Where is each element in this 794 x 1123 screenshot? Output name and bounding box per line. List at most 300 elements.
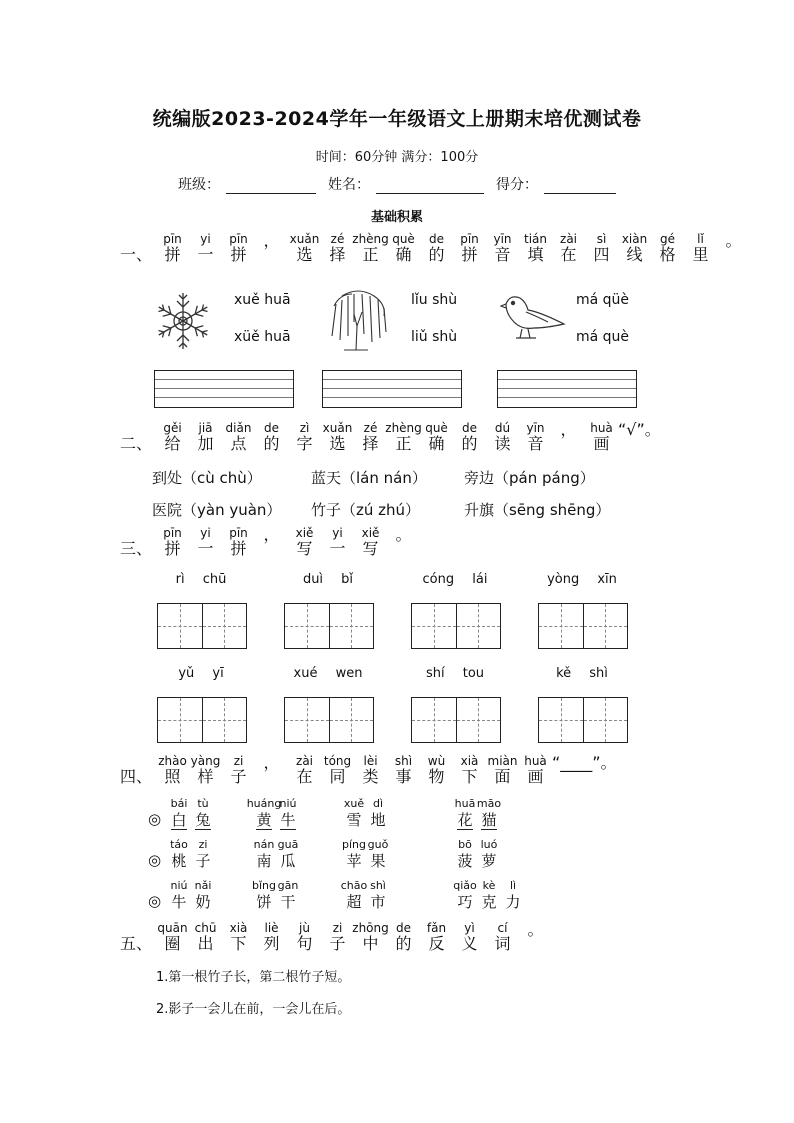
ruby-char: [453, 838, 477, 870]
grid-pinyin: yǔ yī: [178, 666, 224, 681]
hanzi: 选: [296, 245, 313, 264]
willow-tree-icon: [322, 286, 394, 352]
pinyin: cí: [497, 921, 508, 935]
hanzi: 一: [197, 539, 214, 558]
hanzi: 面: [494, 767, 511, 786]
pinyin: de: [396, 921, 412, 935]
hanzi: 在: [560, 245, 577, 264]
name-blank[interactable]: [376, 178, 484, 194]
ruby-char: [288, 921, 321, 953]
hanzi: 确: [428, 434, 445, 453]
pinyin: guā: [277, 838, 299, 851]
pinyin: pīn: [460, 232, 479, 246]
ruby-char: [618, 232, 651, 264]
ruby-char: [191, 879, 215, 911]
ruby-char: [366, 797, 390, 829]
pinyin: quān: [157, 921, 188, 935]
ruby-char: [552, 232, 585, 264]
pinyin-option: lǐu shù: [411, 292, 458, 308]
word[interactable]: [342, 797, 390, 829]
ruby-char: [354, 754, 387, 786]
four-line-answer-box[interactable]: [322, 370, 462, 408]
ruby-char: [321, 921, 354, 953]
pinyin: luó: [480, 838, 498, 851]
hanzi: 在: [296, 767, 313, 786]
hanzi: 奶: [195, 893, 211, 911]
grid-pinyin: rì chū: [175, 572, 227, 587]
pinyin: xià: [460, 754, 479, 768]
grid-pinyin: kě shì: [556, 666, 608, 681]
pinyin: zi: [198, 838, 208, 851]
ruby-char: [276, 879, 300, 911]
hanzi: 拼: [164, 539, 181, 558]
ruby-char: [354, 921, 387, 953]
hanzi: 类: [362, 767, 379, 786]
ruby-char: [321, 421, 354, 453]
pinyin-option: xuě huā: [234, 292, 291, 308]
ruby-char: [453, 879, 477, 911]
hanzi: 反: [428, 934, 445, 953]
student-info: [178, 174, 616, 194]
question-number: 一、: [120, 245, 153, 264]
pinyin: shì: [394, 754, 413, 768]
pinyin: huáng: [246, 797, 282, 810]
ruby-char: [453, 754, 486, 786]
ruby-char: [366, 838, 390, 870]
tian-zi-grid[interactable]: [411, 603, 501, 649]
pinyin: gān: [277, 879, 299, 892]
four-line-answer-box[interactable]: [154, 370, 294, 408]
ruby-char: [321, 526, 354, 558]
pinyin: dì: [372, 797, 384, 810]
ruby-char: [276, 838, 300, 870]
hanzi: 南: [256, 852, 272, 870]
ruby-char: [255, 421, 288, 453]
question-number: 二、: [120, 434, 153, 453]
word-choice[interactable]: 到处（cù chù）: [152, 469, 262, 487]
pinyin: què: [425, 421, 448, 435]
pinyin: bái: [170, 797, 188, 810]
pinyin: yi: [200, 232, 211, 246]
tian-zi-grid[interactable]: [284, 603, 374, 649]
grid-pinyin: xué wen: [293, 666, 363, 681]
ruby-char: [255, 921, 288, 953]
pinyin-option: liǔ shù: [411, 329, 458, 345]
ruby-char: [255, 232, 288, 264]
hanzi: 画: [593, 434, 610, 453]
ruby-char: [453, 921, 486, 953]
pinyin: lèi: [363, 754, 378, 768]
pinyin: xiàn: [621, 232, 648, 246]
word[interactable]: [342, 879, 390, 911]
hanzi: 同: [329, 767, 346, 786]
tian-zi-grid[interactable]: [538, 697, 628, 743]
hanzi: 苹: [346, 852, 362, 870]
word[interactable]: [453, 838, 501, 870]
bullet-icon: ◎: [148, 892, 162, 910]
pinyin: què: [392, 232, 415, 246]
pinyin: nán: [253, 838, 275, 851]
pinyin: kè: [482, 879, 496, 892]
hanzi: 。: [725, 231, 742, 250]
word-choice[interactable]: 蓝天（lán nán）: [311, 469, 427, 487]
hanzi: 下: [461, 767, 478, 786]
ruby-char: [519, 232, 552, 264]
hanzi: 猫: [481, 811, 497, 829]
pinyin: jiā: [198, 421, 213, 435]
pinyin-instruction: [156, 921, 552, 953]
hanzi: 的: [395, 934, 412, 953]
ruby-char: [519, 754, 552, 786]
hanzi: 瓜: [280, 852, 296, 870]
class-label: 班级：: [178, 177, 220, 193]
hanzi: 花: [457, 811, 473, 829]
question-number: 四、: [120, 767, 153, 786]
pinyin: zì: [299, 421, 310, 435]
hanzi: 照: [164, 767, 181, 786]
pinyin: de: [264, 421, 280, 435]
four-line-answer-box[interactable]: [497, 370, 637, 408]
ruby-char: [477, 838, 501, 870]
hanzi: 牛: [171, 893, 187, 911]
hanzi: 写: [296, 539, 313, 558]
grid-pinyin: duì bǐ: [302, 572, 354, 587]
hanzi: 黄: [256, 811, 272, 829]
ruby-char: [519, 421, 552, 453]
ruby-char: [387, 526, 420, 558]
ruby-char: [519, 921, 552, 953]
tian-zi-grid[interactable]: [157, 697, 247, 743]
hanzi: 中: [362, 934, 379, 953]
pinyin: dú: [494, 421, 511, 435]
pinyin: miàn: [487, 754, 518, 768]
hanzi: 超: [346, 893, 362, 911]
pinyin: bō: [458, 838, 472, 851]
hanzi: 的: [428, 245, 445, 264]
pinyin: xiě: [295, 526, 314, 540]
ruby-char: [288, 754, 321, 786]
ruby-char: [156, 754, 189, 786]
pinyin: tián: [524, 232, 548, 246]
hanzi: 读: [494, 434, 511, 453]
pinyin: huà: [590, 421, 613, 435]
ruby-char: [486, 921, 519, 953]
word[interactable]: [167, 838, 215, 870]
pinyin: zi: [332, 921, 343, 935]
ruby-char: [288, 421, 321, 453]
snowflake-icon: [152, 290, 214, 352]
ruby-char: [222, 421, 255, 453]
pinyin: xià: [229, 921, 248, 935]
sentence-2[interactable]: 2.影子一会儿在前，一会儿在后。: [156, 1002, 351, 1017]
pinyin: zhōng: [352, 921, 389, 935]
pinyin-instruction: [156, 754, 617, 786]
hanzi: 线: [626, 245, 643, 264]
pinyin: píng: [342, 838, 366, 851]
hanzi: 子: [329, 934, 346, 953]
word[interactable]: [167, 797, 215, 830]
question-number: 五、: [120, 934, 153, 953]
ruby-char: [387, 921, 420, 953]
exam-time-score: 时间：60分钟 满分：100分: [315, 150, 479, 165]
ruby-char: [684, 232, 717, 264]
bullet-icon: ◎: [148, 810, 162, 828]
sparrow-icon: [500, 292, 566, 344]
hanzi: 市: [370, 893, 386, 911]
pinyin: xuǎn: [322, 421, 353, 435]
hanzi: 样: [197, 767, 214, 786]
ruby-char: [477, 797, 501, 830]
pinyin: gěi: [163, 421, 182, 435]
score-label: 得分：: [496, 177, 538, 193]
question-number: 三、: [120, 539, 153, 558]
hanzi: 加: [197, 434, 214, 453]
ruby-char: [366, 879, 390, 911]
hanzi: 择: [362, 434, 379, 453]
pinyin: chāo: [340, 879, 368, 892]
ruby-char: [342, 838, 366, 870]
grid-pinyin: yòng xīn: [547, 572, 617, 587]
hanzi: 子: [230, 767, 247, 786]
ruby-char: [167, 879, 191, 911]
hanzi: ，: [263, 525, 280, 544]
hanzi: 的: [263, 434, 280, 453]
pinyin: fǎn: [426, 921, 447, 935]
pinyin: zé: [363, 421, 378, 435]
hanzi: 正: [395, 434, 412, 453]
hanzi: 拼: [230, 539, 247, 558]
tian-zi-grid[interactable]: [157, 603, 247, 649]
ruby-char: [276, 797, 300, 830]
hanzi: 牛: [280, 811, 296, 829]
section-heading: 基础积累: [370, 210, 423, 225]
pinyin: zhèng: [352, 232, 389, 246]
ruby-char: [288, 526, 321, 558]
ruby-char: [222, 754, 255, 786]
hanzi: 地: [370, 811, 386, 829]
hanzi: 果: [370, 852, 386, 870]
word[interactable]: [246, 797, 300, 830]
pinyin: gé: [660, 232, 676, 246]
hanzi: 给: [164, 434, 181, 453]
ruby-char: [255, 526, 288, 558]
ruby-char: [222, 921, 255, 953]
question-4-heading: [120, 754, 617, 786]
hanzi: ，: [263, 753, 280, 772]
ruby-char: [585, 232, 618, 264]
pinyin: zi: [233, 754, 244, 768]
hanzi: 萝: [481, 852, 497, 870]
pinyin: diǎn: [225, 421, 252, 435]
ruby-char: [453, 797, 477, 830]
pinyin: niú: [279, 797, 297, 810]
pinyin: shì: [370, 879, 386, 892]
ruby-char: [486, 754, 519, 786]
pinyin: zé: [330, 232, 345, 246]
ruby-char: [420, 232, 453, 264]
hanzi: 列: [263, 934, 280, 953]
pinyin: bǐng: [252, 879, 276, 892]
ruby-char: [477, 879, 501, 911]
hanzi: 义: [461, 934, 478, 953]
hanzi: 句: [296, 934, 313, 953]
hanzi: 音: [527, 434, 544, 453]
hanzi: 。: [395, 525, 412, 544]
word-choice[interactable]: 医院（yàn yuàn）: [152, 501, 282, 519]
hanzi: 音: [494, 245, 511, 264]
hanzi: “√”。: [618, 420, 661, 439]
ruby-char: [552, 754, 617, 786]
pinyin: pīn: [163, 232, 182, 246]
pinyin: yīn: [526, 421, 545, 435]
hanzi: 四: [593, 245, 610, 264]
pinyin: pīn: [229, 232, 248, 246]
pinyin: jù: [299, 921, 310, 935]
hanzi: 菠: [457, 852, 473, 870]
pinyin: yàng: [190, 754, 221, 768]
word-choice[interactable]: 升旗（sēng shēng）: [464, 501, 611, 519]
ruby-char: [342, 879, 366, 911]
pinyin: zài: [296, 754, 314, 768]
pinyin: xuě: [343, 797, 365, 810]
hanzi: 力: [505, 893, 521, 911]
hanzi: 里: [692, 245, 709, 264]
pinyin: guǒ: [367, 838, 389, 851]
ruby-char: [453, 232, 486, 264]
class-blank[interactable]: [226, 178, 316, 194]
word[interactable]: [342, 838, 390, 870]
hanzi: ，: [263, 231, 280, 250]
hanzi: 点: [230, 434, 247, 453]
pinyin: de: [429, 232, 445, 246]
ruby-char: [420, 921, 453, 953]
ruby-char: [189, 421, 222, 453]
hanzi: ，: [560, 420, 577, 439]
pinyin: xiě: [361, 526, 380, 540]
ruby-char: [501, 879, 525, 911]
ruby-char: [189, 232, 222, 264]
name-label: 姓名：: [328, 177, 370, 193]
ruby-char: [222, 232, 255, 264]
tian-zi-grid[interactable]: [538, 603, 628, 649]
word[interactable]: [453, 797, 501, 830]
hanzi: 。: [527, 920, 544, 939]
pinyin: xuǎn: [289, 232, 320, 246]
ruby-char: [156, 921, 189, 953]
bullet-icon: ◎: [148, 851, 162, 869]
pinyin: yì: [464, 921, 475, 935]
ruby-char: [618, 421, 661, 453]
hanzi: 选: [329, 434, 346, 453]
ruby-char: [321, 754, 354, 786]
ruby-char: [189, 754, 222, 786]
pinyin: zhào: [158, 754, 187, 768]
ruby-char: [191, 838, 215, 870]
word[interactable]: [453, 879, 525, 911]
ruby-char: [167, 838, 191, 870]
hanzi: 择: [329, 245, 346, 264]
hanzi: 拼: [461, 245, 478, 264]
hanzi: 子: [195, 852, 211, 870]
ruby-char: [486, 232, 519, 264]
question-3-heading: [120, 526, 420, 558]
hanzi: 雪: [346, 811, 362, 829]
hanzi: 填: [527, 245, 544, 264]
ruby-char: [420, 421, 453, 453]
hanzi: 的: [461, 434, 478, 453]
hanzi: 出: [197, 934, 214, 953]
grid-pinyin: shí tou: [425, 666, 485, 681]
pinyin: pīn: [163, 526, 182, 540]
hanzi: 拼: [230, 245, 247, 264]
hanzi: 白: [171, 811, 187, 829]
pinyin: liè: [264, 921, 279, 935]
score-blank[interactable]: [544, 178, 616, 194]
ruby-char: [354, 421, 387, 453]
hanzi: 兔: [195, 811, 211, 829]
sentence-1[interactable]: 1.第一根竹子长，第二根竹子短。: [156, 970, 351, 985]
tian-zi-grid[interactable]: [411, 697, 501, 743]
hanzi: 克: [481, 893, 497, 911]
pinyin: nǎi: [194, 879, 212, 892]
hanzi: 巧: [457, 893, 473, 911]
question-1-heading: [120, 232, 750, 264]
tian-zi-grid[interactable]: [284, 697, 374, 743]
question-5-heading: [120, 921, 552, 953]
hanzi: 画: [527, 767, 544, 786]
hanzi: 圈: [164, 934, 181, 953]
hanzi: 格: [659, 245, 676, 264]
ruby-char: [156, 232, 189, 264]
ruby-char: [552, 421, 585, 453]
hanzi: 确: [395, 245, 412, 264]
pinyin: táo: [170, 838, 188, 851]
ruby-char: [191, 797, 215, 830]
word[interactable]: [252, 879, 300, 911]
ruby-char: [651, 232, 684, 264]
hanzi: 一: [197, 245, 214, 264]
word-choice[interactable]: 旁边（pán páng）: [464, 469, 595, 487]
ruby-char: [246, 797, 282, 830]
hanzi: 词: [494, 934, 511, 953]
ruby-char: [387, 421, 420, 453]
ruby-char: [717, 232, 750, 264]
ruby-char: [354, 232, 387, 264]
pinyin: huā: [454, 797, 476, 810]
pinyin: yi: [332, 526, 343, 540]
ruby-char: [156, 526, 189, 558]
ruby-char: [387, 754, 420, 786]
pinyin: zài: [560, 232, 578, 246]
ruby-char: [252, 879, 276, 911]
hanzi: 下: [230, 934, 247, 953]
pinyin: lì: [509, 879, 517, 892]
word[interactable]: [167, 879, 215, 911]
hanzi: 拼: [164, 245, 181, 264]
pinyin: lǐ: [697, 232, 704, 246]
pinyin: chū: [194, 921, 217, 935]
ruby-char: [222, 526, 255, 558]
pinyin-option: má què: [576, 329, 630, 345]
ruby-char: [156, 421, 189, 453]
hanzi: 写: [362, 539, 379, 558]
word[interactable]: [252, 838, 300, 870]
ruby-char: [486, 421, 519, 453]
ruby-char: [453, 421, 486, 453]
word-choice[interactable]: 竹子（zú zhú）: [311, 501, 421, 519]
pinyin: māo: [476, 797, 502, 810]
ruby-char: [252, 838, 276, 870]
